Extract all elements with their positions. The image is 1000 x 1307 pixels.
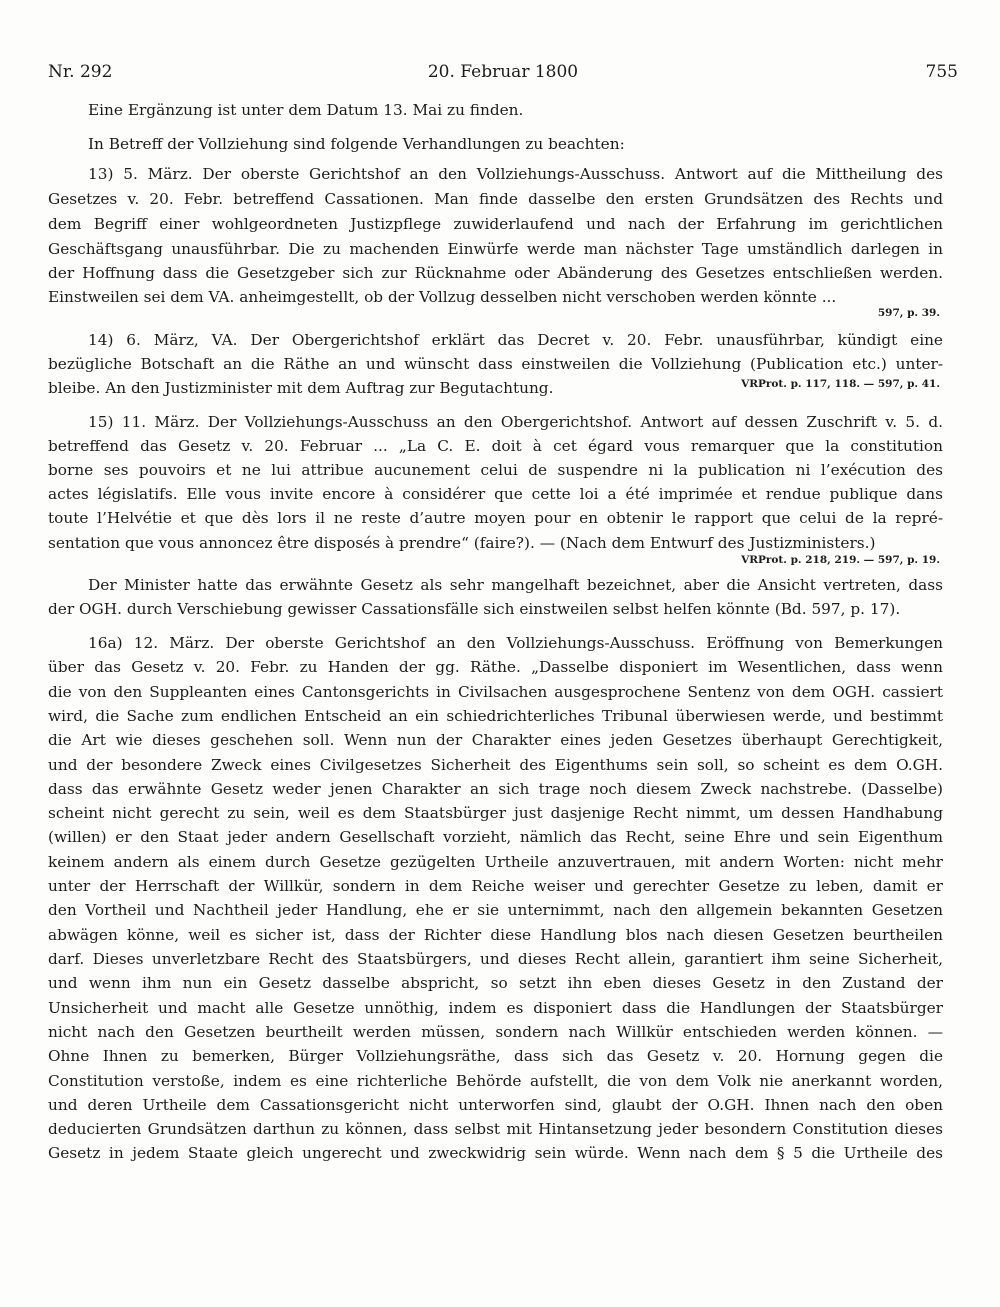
text-line: dass das erwähnte Gesetz weder jenen Charakter an sich trage noch diesem Zweck nachstrebe. (Dasselbe) [48, 780, 943, 798]
archive-reference: VRProt. p. 117, 118. — 597, p. 41. [741, 378, 940, 390]
text-line: deducierten Grundsätzen darthun zu können, dass selbst mit Hintansetzung jeder besondern Constitution dieses [48, 1120, 943, 1138]
text-line: über das Gesetz v. 20. Febr. zu Handen der gg. Räthe. „Dasselbe disponiert im Wesentlichen, dass wenn [48, 658, 943, 676]
text-line: toute l’Helvétie et que dès lors il ne reste d’autre moyen pour en obtenir le rapport que celui de la repré- [48, 509, 943, 527]
text-line: wird, die Sache zum endlichen Entscheid an ein schiedrichterliches Tribunal überwiesen werde, und bestimmt [48, 707, 943, 725]
text-line: 16a) 12. März. Der oberste Gerichtshof an den Vollziehungs-Ausschuss. Eröffnung von Bemerkungen [88, 634, 943, 652]
text-line: dem Begriff einer wohlgeordneten Justizpflege zuwiderlaufend und nach der Erfahrung im gerichtlichen [48, 215, 943, 233]
text-line: Ohne Ihnen zu bemerken, Bürger Vollziehungsräthe, dass sich das Gesetz v. 20. Hornung gegen die [48, 1047, 943, 1065]
text-line: 14) 6. März, VA. Der Obergerichtshof erklärt das Decret v. 20. Febr. unausführbar, kündigt eine [88, 331, 943, 349]
document-number: Nr. 292 [48, 62, 113, 82]
text-line: actes législatifs. Elle vous invite encore à considérer que cette loi a été imprimée et rendue publique dans [48, 485, 943, 503]
text-line: Unsicherheit und macht alle Gesetze unnöthig, indem es disponiert dass die Handlungen der Staatsbürger [48, 999, 943, 1017]
running-header [48, 62, 958, 86]
text-line: sentation que vous annoncez être disposés à prendre“ (faire?). — (Nach dem Entwurf des Justizministers.) [48, 534, 876, 552]
text-line: borne ses pouvoirs et ne lui attribue aucunement celui de suspendre ni la publication ni l’exécution des [48, 461, 943, 479]
text-line: Gesetz in jedem Staate gleich ungerecht und zweckwidrig sein würde. Wenn nach dem § 5 die Urtheile des [48, 1144, 943, 1162]
text-line: Geschäftsgang unausführbar. Die zu machenden Einwürfe werde man nächster Tage umständlich darlegen in [48, 240, 943, 258]
text-line: den Vortheil und Nachtheil jeder Handlung, ehe er sie unternimmt, nach den allgemein bekannten Gesetzen [48, 901, 943, 919]
text-line: (willen) er den Staat jeder andern Gesellschaft vorzieht, nämlich das Recht, seine Ehre und sein Eigenthum [48, 828, 943, 846]
text-line: Der Minister hatte das erwähnte Gesetz als sehr mangelhaft bezeichnet, aber die Ansicht vertreten, dass [88, 576, 943, 594]
text-line: In Betreff der Vollziehung sind folgende Verhandlungen zu beachten: [88, 135, 625, 153]
text-line: der Hoffnung dass die Gesetzgeber sich zur Rücknahme oder Abänderung des Gesetzes entschließen werden. [48, 264, 943, 282]
page-number: 755 [925, 62, 958, 82]
text-line: abwägen könne, weil es sicher ist, dass der Richter diese Handlung blos nach diesen Gesetzen beurtheilen [48, 926, 943, 944]
text-line: unter der Herrschaft der Willkür, sondern in dem Reiche weiser und gerechter Gesetze zu leben, damit er [48, 877, 943, 895]
text-line: 15) 11. März. Der Vollziehungs-Ausschuss an den Obergerichtshof. Antwort auf dessen Zuschrift v. 5. d. [88, 413, 943, 431]
text-line: darf. Dieses unverletzbare Recht des Staatsbürgers, und dieses Recht allein, garantiert ihm seine Sicherheit, [48, 950, 943, 968]
text-line: bezügliche Botschaft an die Räthe an und wünscht dass einstweilen die Vollziehung (Publication etc.) unter- [48, 355, 943, 373]
text-line: nicht nach den Gesetzen beurtheilt werden müssen, sondern nach Willkür entschieden werden können. — [48, 1023, 943, 1041]
text-line: 13) 5. März. Der oberste Gerichtshof an den Vollziehungs-Ausschuss. Antwort auf die Mittheilung des [88, 165, 943, 183]
text-line: Constitution verstoße, indem es eine richterliche Behörde aufstellt, die von dem Volk nie anerkannt worden, [48, 1072, 943, 1090]
archive-reference: 597, p. 39. [877, 307, 940, 319]
archive-reference: VRProt. p. 218, 219. — 597, p. 19. [741, 554, 940, 566]
text-line: Einstweilen sei dem VA. anheimgestellt, ob der Vollzug desselben nicht verschoben werden könnte ... [48, 288, 837, 306]
document-date: 20. Februar 1800 [427, 62, 579, 82]
text-line: scheint nicht gerecht zu sein, weil es dem Staatsbürger just dasjenige Recht nimmt, um dessen Handhabung [48, 804, 943, 822]
text-line: die von den Suppleanten eines Cantonsgerichts in Civilsachen ausgesprochene Sentenz von dem OGH. cassiert [48, 683, 943, 701]
text-line: und der besondere Zweck eines Civilgesetzes Sicherheit des Eigenthums sein soll, so scheint es dem O.GH. [48, 756, 943, 774]
text-line: und wenn ihm nun ein Gesetz dasselbe abspricht, so setzt ihn eben dieses Gesetz in den Zustand der [48, 974, 943, 992]
text-line: Gesetzes v. 20. Febr. betreffend Cassationen. Man finde dasselbe den ersten Grundsätzen des Rechts und [48, 190, 943, 208]
text-line: Eine Ergänzung ist unter dem Datum 13. Mai zu finden. [88, 101, 524, 119]
text-line: der OGH. durch Verschiebung gewisser Cassationsfälle sich einstweilen selbst helfen könnte (Bd. 597, p. 17). [48, 600, 901, 618]
text-line: die Art wie dieses geschehen soll. Wenn nun der Charakter eines jeden Gesetzes überhaupt Gerechtigkeit, [48, 731, 943, 749]
text-line: und deren Urtheile dem Cassationsgericht nicht unterworfen sind, glaubt der O.GH. Ihnen nach den oben [48, 1096, 943, 1114]
text-line: keinem andern als einem durch Gesetze gezügelten Urtheile anzuvertrauen, mit andern Worten: nicht mehr [48, 853, 943, 871]
text-line: bleibe. An den Justizminister mit dem Auftrag zur Begutachtung. [48, 379, 554, 397]
text-line: betreffend das Gesetz v. 20. Februar ... „La C. E. doit à cet égard vous remarquer que la constitution [48, 437, 943, 455]
